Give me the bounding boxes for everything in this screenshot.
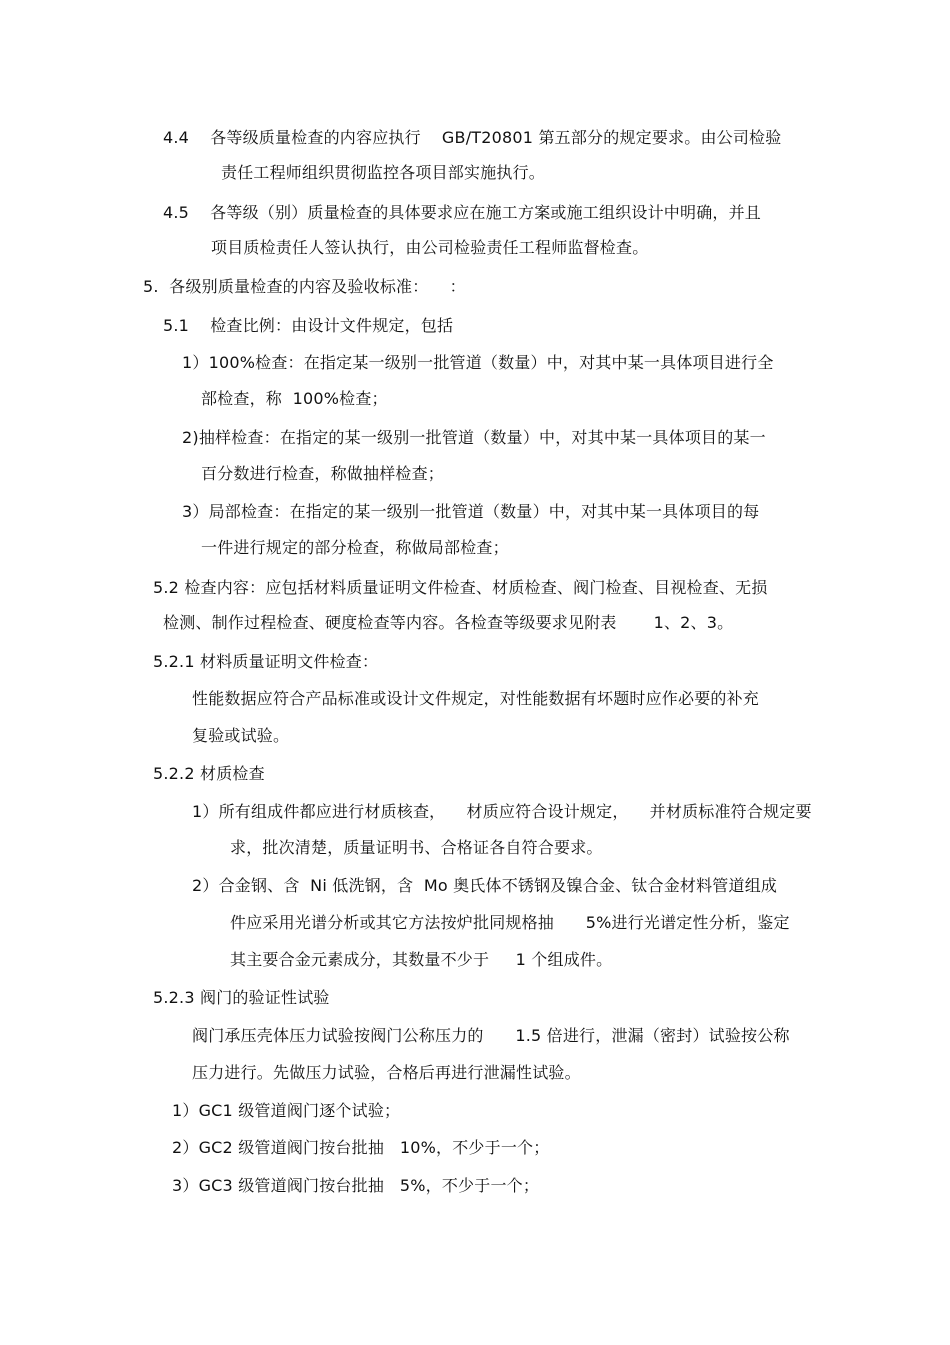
text-line: 1）GC1 级管道阀门逐个试验； (172, 1101, 401, 1120)
text-line: 复验或试验。 (192, 726, 290, 745)
text-line: 2）合金钢、含 Ni 低洗钢，含 Mo 奥氏体不锈钢及镍合金、钛合金材料管道组成 (192, 876, 778, 895)
text-line: 检测、制作过程检查、硬度检查等内容。各检查等级要求见附表 1、2、3。 (163, 613, 734, 632)
text-line: 其主要合金元素成分，其数量不少于 1 个组成件。 (230, 950, 613, 969)
text-line: 5.2 检查内容：应包括材料质量证明文件检查、材质检查、阀门检查、目视检查、无损 (153, 578, 768, 597)
text-line: 项目质检责任人签认执行，由公司检验责任工程师监督检查。 (211, 238, 649, 257)
text-line: 5.1 检查比例：由设计文件规定，包括 (163, 316, 454, 335)
text-line: 4.4 各等级质量检查的内容应执行 GB/T20801 第五部分的规定要求。由公司检验 (163, 128, 782, 147)
text-line: 5.2.1 材料质量证明文件检查： (153, 652, 379, 671)
text-line: 责任工程师组织贯彻监控各项目部实施执行。 (221, 163, 546, 182)
text-line: 求，批次清楚，质量证明书、合格证各自符合要求。 (230, 838, 603, 857)
text-line: 件应采用光谱分析或其它方法按炉批同规格抽 5%进行光谱定性分析，鉴定 (230, 913, 790, 932)
text-line: 1）100%检查：在指定某一级别一批管道（数量）中，对其中某一具体项目进行全 (182, 353, 774, 372)
text-line: 一件进行规定的部分检查，称做局部检查； (201, 538, 509, 557)
text-line: 5.2.2 材质检查 (153, 764, 265, 783)
text-line: 阀门承压壳体压力试验按阀门公称压力的 1.5 倍进行，泄漏（密封）试验按公称 (192, 1026, 790, 1045)
text-line: 压力进行。先做压力试验，合格后再进行泄漏性试验。 (192, 1063, 581, 1082)
text-line: 5. 各级别质量检查的内容及验收标准： ： (143, 277, 466, 296)
text-line: 部检查，称 100%检查； (201, 389, 388, 408)
text-line: 4.5 各等级（别）质量检查的具体要求应在施工方案或施工组织设计中明确，并且 (163, 203, 761, 222)
text-line: 1）所有组成件都应进行材质核查， 材质应符合设计规定， 并材质标准符合规定要 (192, 802, 812, 821)
text-line: 3）局部检查：在指定的某一级别一批管道（数量）中，对其中某一具体项目的每 (182, 502, 760, 521)
text-line: 2）GC2 级管道阀门按台批抽 10%，不少于一个； (172, 1138, 550, 1157)
text-line: 百分数进行检查，称做抽样检查； (201, 464, 445, 483)
text-line: 3）GC3 级管道阀门按台批抽 5%，不少于一个； (172, 1176, 540, 1195)
text-line: 5.2.3 阀门的验证性试验 (153, 988, 330, 1007)
text-line: 性能数据应符合产品标准或设计文件规定，对性能数据有坏题时应作必要的补充 (192, 689, 760, 708)
text-line: 2)抽样检查：在指定的某一级别一批管道（数量）中，对其中某一具体项目的某一 (182, 428, 766, 447)
